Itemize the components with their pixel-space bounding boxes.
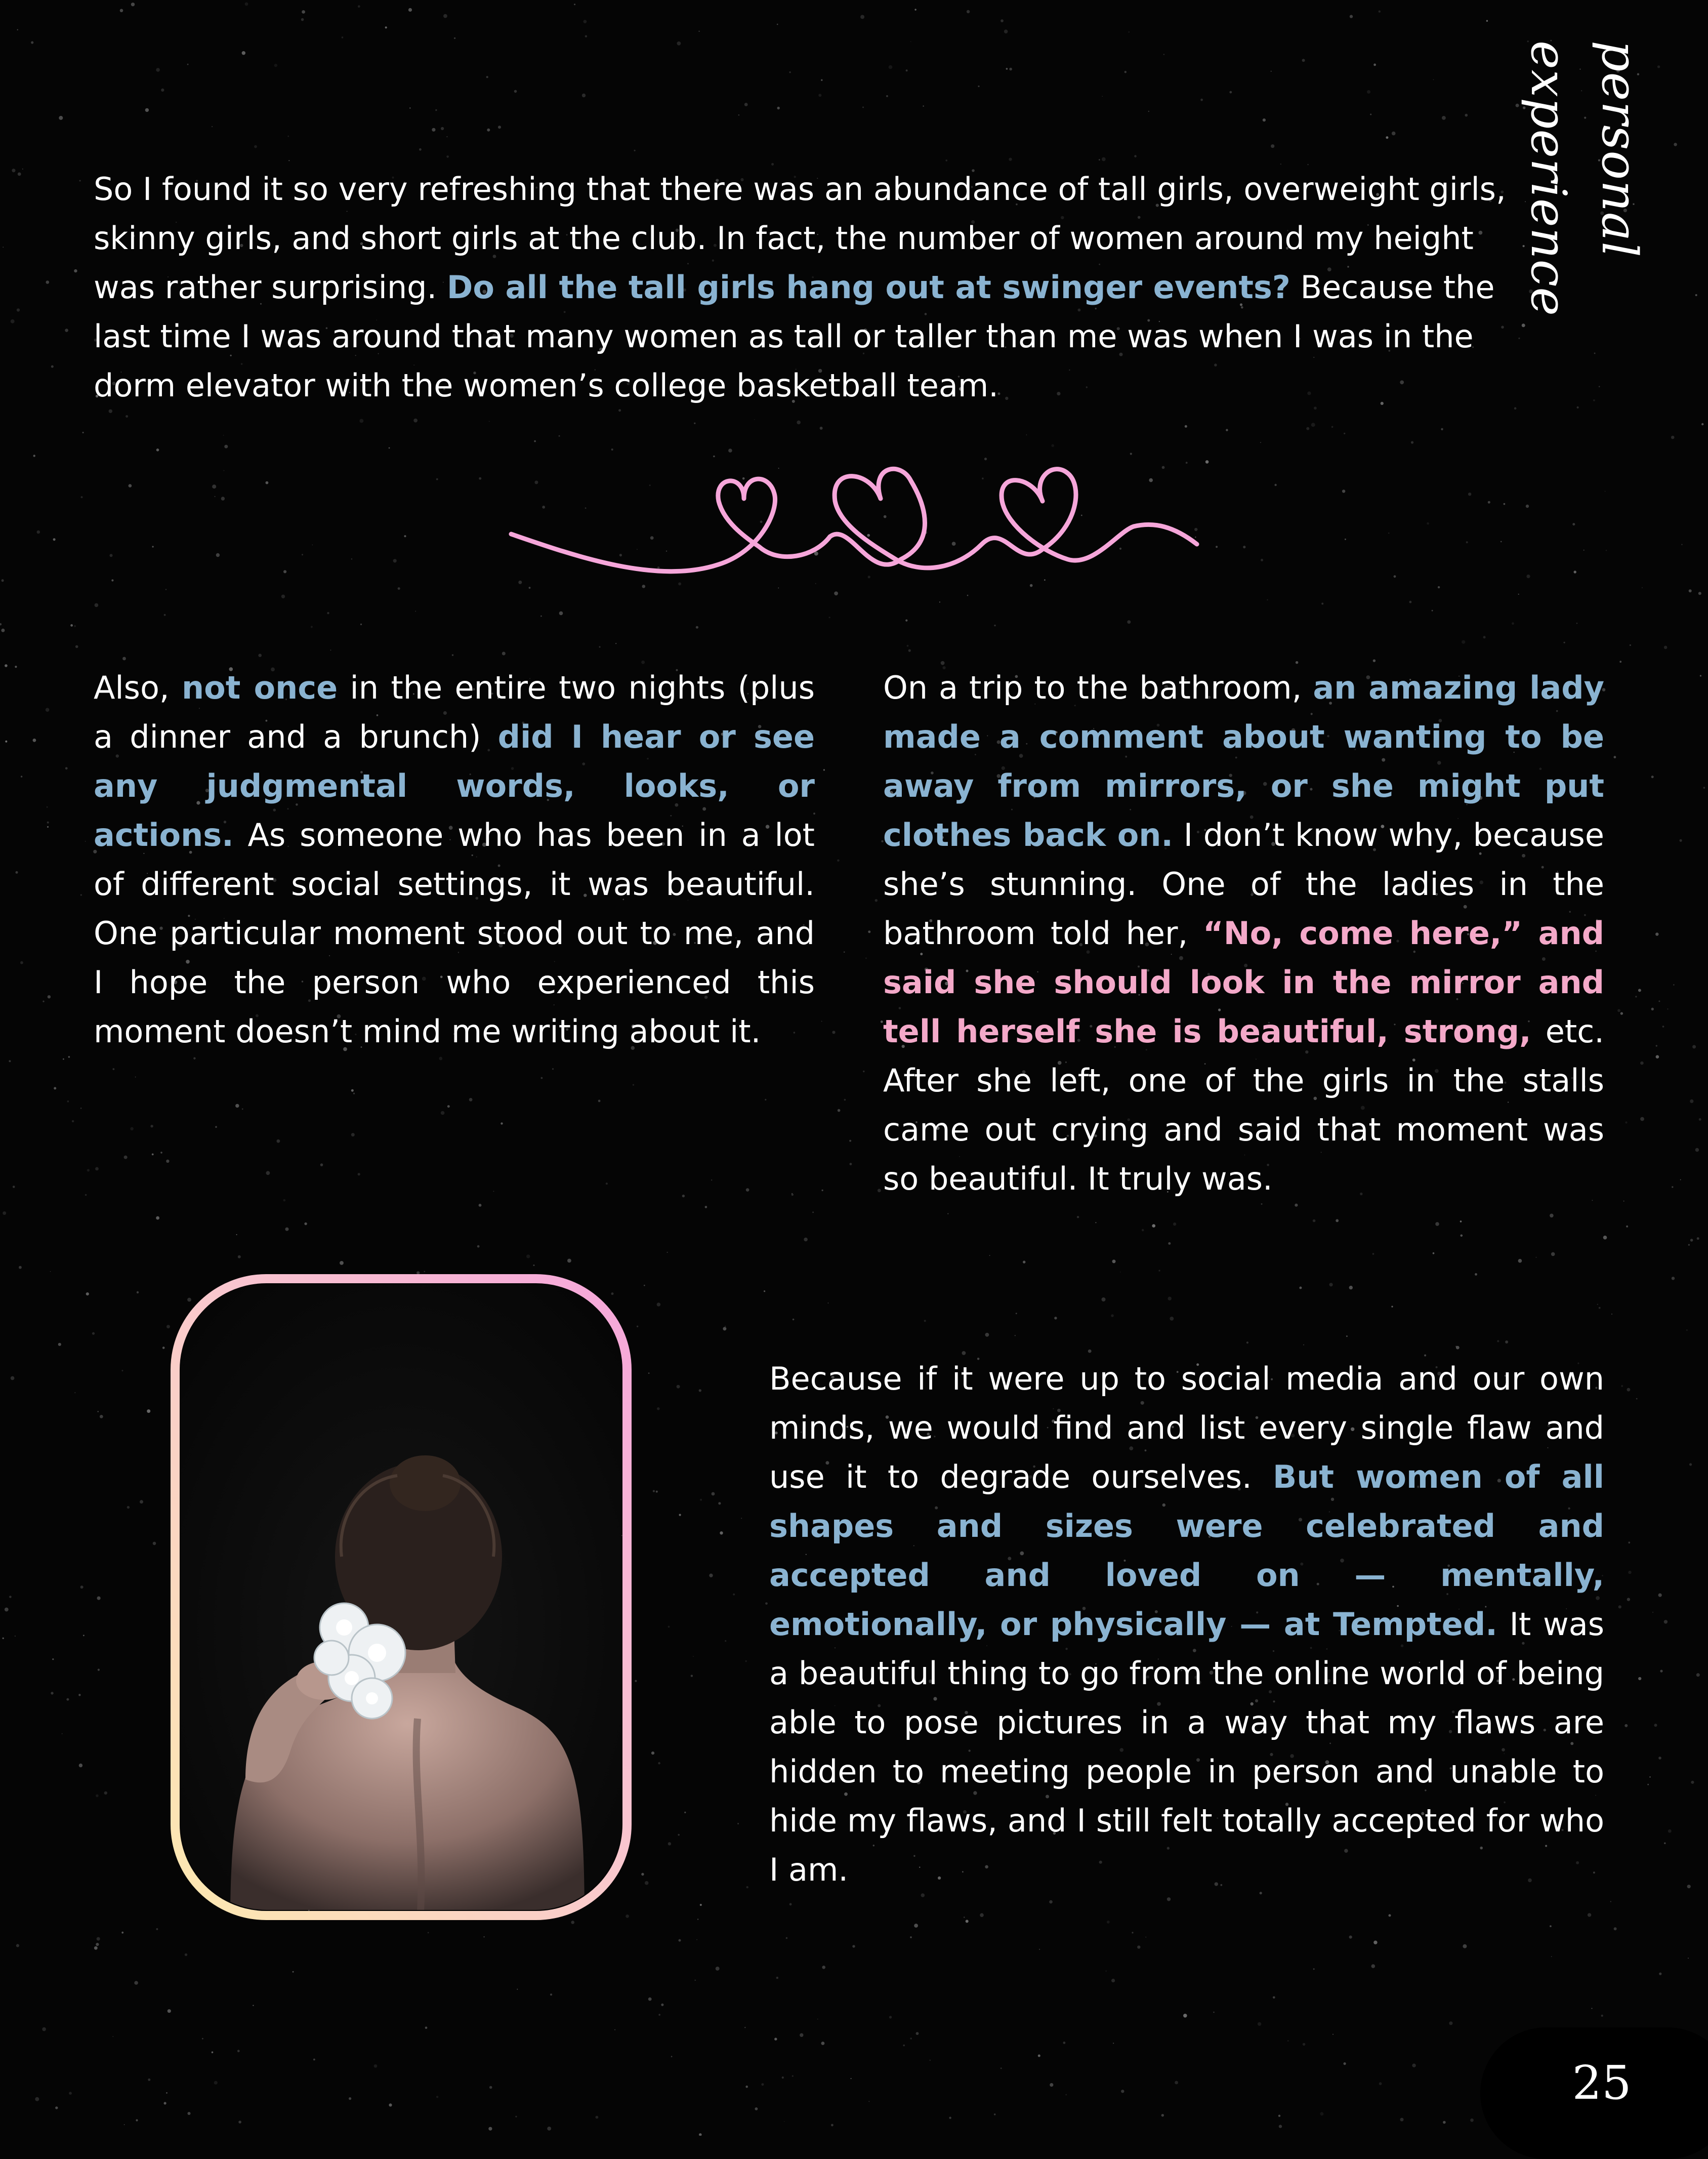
paragraph-top: So I found it so very refreshing that there was an abundance of tall girls, overweight girls, skinny girls, and short girls at the club. In fact, the number of women around my height was rather surprising. Do all the tall girls hang out at swinger events? Because the last time I was around that many women as tall or taller than me was when I was in the dorm elevator with the women’s college basketball team. bbox=[94, 171, 1506, 404]
paragraph-right: On a trip to the bathroom, an amazing lady made a comment about wanting to be away from mirrors, or she might put clothes back on. I don’t know why, because she’s stunning. One of the ladies in the bathroom told her, “No, come here,” and said she should look in the mirror and tell herself she is beautiful, strong, etc. After she left, one of the girls in the stalls came out crying and said that moment was so beautiful. It truly was. bbox=[883, 669, 1604, 1197]
highlight-blue: an amazing lady made a comment about wanting to be away from mirrors, or she might put clothes back on. bbox=[883, 669, 1604, 853]
highlight-blue: But women of all shapes and sizes were celebrated and accepted and loved on — mentally, emotionally, or physically — at Tempted. bbox=[769, 1458, 1604, 1643]
hearts-squiggle-icon bbox=[506, 451, 1204, 602]
highlight-blue: Do all the tall girls hang out at swinger events? bbox=[446, 269, 1290, 306]
highlight-blue: not once bbox=[181, 669, 338, 706]
highlight-blue: did I hear or see any judgmental words, looks, or actions. bbox=[94, 718, 815, 853]
photo-back-with-flowers bbox=[170, 1273, 633, 1921]
page-number: 25 bbox=[1572, 2056, 1632, 2110]
highlight-pink: “No, come here,” and said she should look in the mirror and tell herself she is beautiful, strong, bbox=[883, 915, 1604, 1050]
paragraph-bottom: Because if it were up to social media and our own minds, we would find and list every single flaw and use it to degrade ourselves. But women of all shapes and sizes were celebrated and accepted and loved on — mentally, emotionally, or physically — at Tempted. It was a beautiful thing to go from the online world of being able to pose pictures in a way that my flaws are hidden to meeting people in person and unable to hide my flaws, and I still felt totally accepted for who I am. bbox=[769, 1360, 1605, 1888]
section-label: personal experience bbox=[1520, 40, 1648, 317]
paragraph-left: Also, not once in the entire two nights (plus a dinner and a brunch) did I hear or see any judgmental words, looks, or actions. As someone who has been in a lot of different social settings, it was beautiful. One particular moment stood out to me, and I hope the person who experienced this moment doesn’t mind me writing about it. bbox=[94, 669, 815, 1050]
